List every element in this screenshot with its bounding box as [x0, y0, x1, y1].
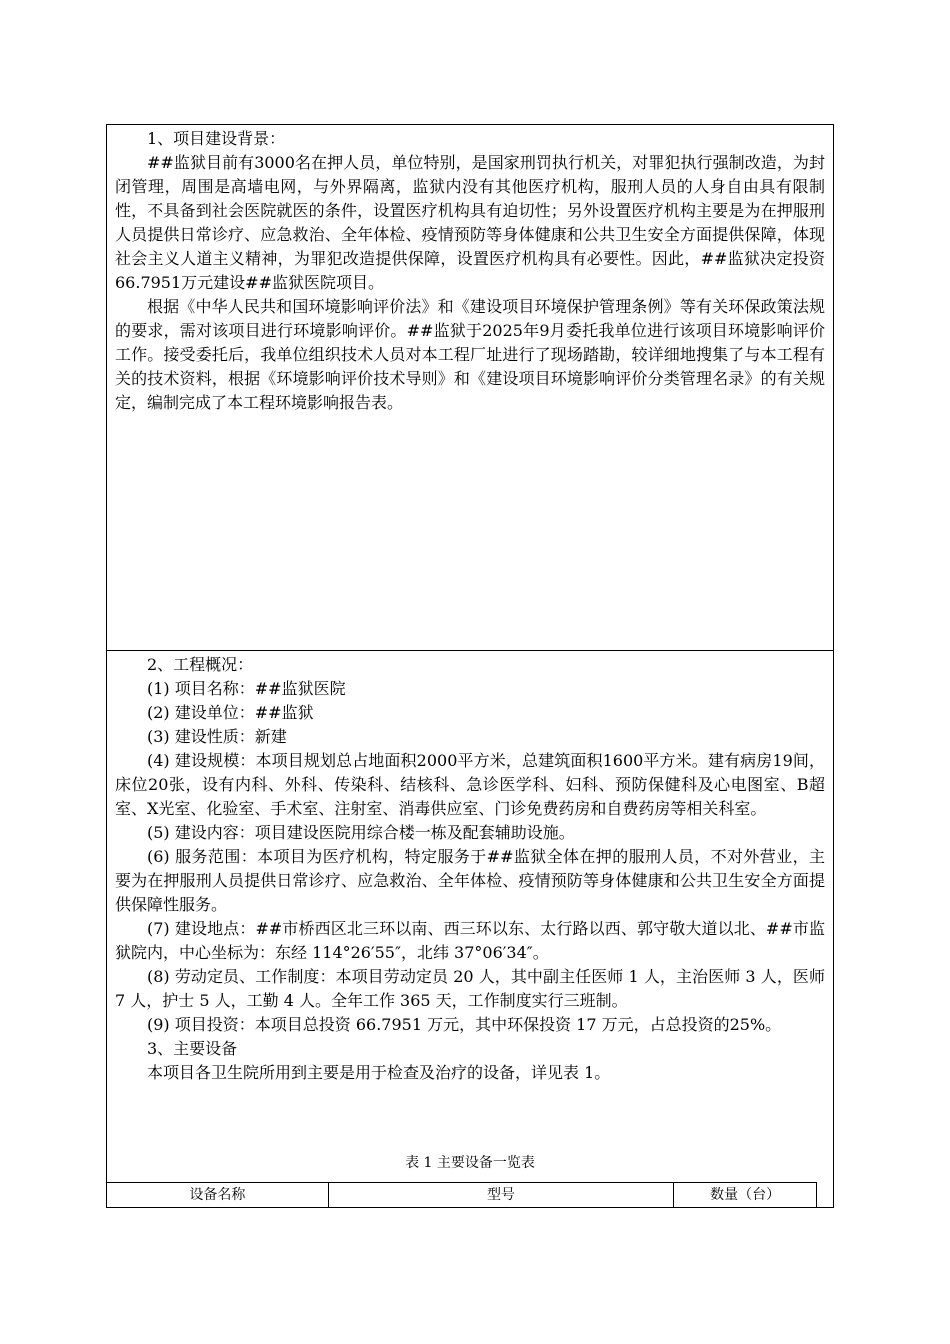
column-header-quantity: 数量（台）	[673, 1183, 816, 1207]
overview-item: (9) 项目投资：本项目总投资 66.7951 万元，其中环保投资 17 万元，占总投资的25%。	[147, 1015, 782, 1034]
section-heading: 1、项目建设背景：	[147, 129, 286, 148]
overview-item: (2) 建设单位：##监狱	[147, 703, 314, 722]
section-heading: 3、主要设备	[147, 1039, 238, 1058]
column-header-model: 型号	[328, 1183, 674, 1207]
section-heading: 2、工程概况：	[147, 655, 254, 674]
equipment-table-header	[107, 1182, 817, 1208]
overview-item: (7) 建设地点：##市桥西区北三环以南、西三环以东、太行路以西、郭守敬大道以北、##市监狱院内，中心坐标为：东经 114°26′55″，北纬 37°06′34″。	[115, 919, 825, 962]
paragraph: ##监狱目前有3000名在押人员，单位特别，是国家刑罚执行机关，对罪犯执行强制改造，为封闭管理，周围是高墙电网，与外界隔离，监狱内没有其他医疗机构，服刑人员的人身自由具有限制性，不具备到社会医院就医的条件，设置医疗机构具有迫切性；另外设置医疗机构主要是为在押服刑人员提供日常诊疗、应急救治、全年体检、疫情预防等身体健康和公共卫生安全方面提供保障，体现社会主义人道主义精神，为罪犯改造提供保障，设置医疗机构具有必要性。因此，##监狱决定投资66.7951万元建设##监狱医院项目。	[115, 153, 825, 292]
overview-item: (4) 建设规模：本项目规划总占地面积2000平方米，总建筑面积1600平方米。建有病房19间，床位20张，设有内科、外科、传染科、结核科、急诊医学科、妇科、预防保健科及心电图室、B超室、X光室、化验室、手术室、注射室、消毒供应室、门诊免费药房和自费药房等相关科室。	[115, 751, 825, 818]
section-project-background	[115, 127, 825, 415]
overview-item: (1) 项目名称：##监狱医院	[147, 679, 346, 698]
column-header-equipment-name: 设备名称	[189, 1187, 246, 1203]
overview-item: (6) 服务范围：本项目为医疗机构，特定服务于##监狱全体在押的服刑人员，不对外营业，主要为在押服刑人员提供日常诊疗、应急救治、全年体检、疫情预防等身体健康和公共卫生安全方面提供保障性服务。	[115, 847, 825, 914]
overview-item: (5) 建设内容：项目建设医院用综合楼一栋及配套辅助设施。	[147, 823, 575, 842]
equipment-intro: 本项目各卫生院所用到主要是用于检查及治疗的设备，详见表 1。	[147, 1063, 611, 1082]
overview-item: (8) 劳动定员、工作制度：本项目劳动定员 20 人，其中副主任医师 1 人，主治医师 3 人，医师 7 人，护士 5 人，工勤 4 人。全年工作 365 天，工作制度实行三班制。	[115, 967, 825, 1010]
overview-item: (3) 建设性质：新建	[147, 727, 287, 746]
paragraph: 根据《中华人民共和国环境影响评价法》和《建设项目环境保护管理条例》等有关环保政策法规的要求，需对该项目进行环境影响评价。##监狱于2025年9月委托我单位进行该项目环境影响评价工作。接受委托后，我单位组织技术人员对本工程厂址进行了现场踏勘，较详细地搜集了与本工程有关的技术资料，根据《环境影响评价技术导则》和《建设项目环境影响评价分类管理名录》的有关规定，编制完成了本工程环境影响报告表。	[115, 297, 825, 412]
section-project-overview	[115, 653, 825, 1085]
table-caption: 表 1 主要设备一览表	[405, 1155, 535, 1171]
section-divider	[107, 650, 833, 651]
document-frame	[106, 124, 834, 1208]
